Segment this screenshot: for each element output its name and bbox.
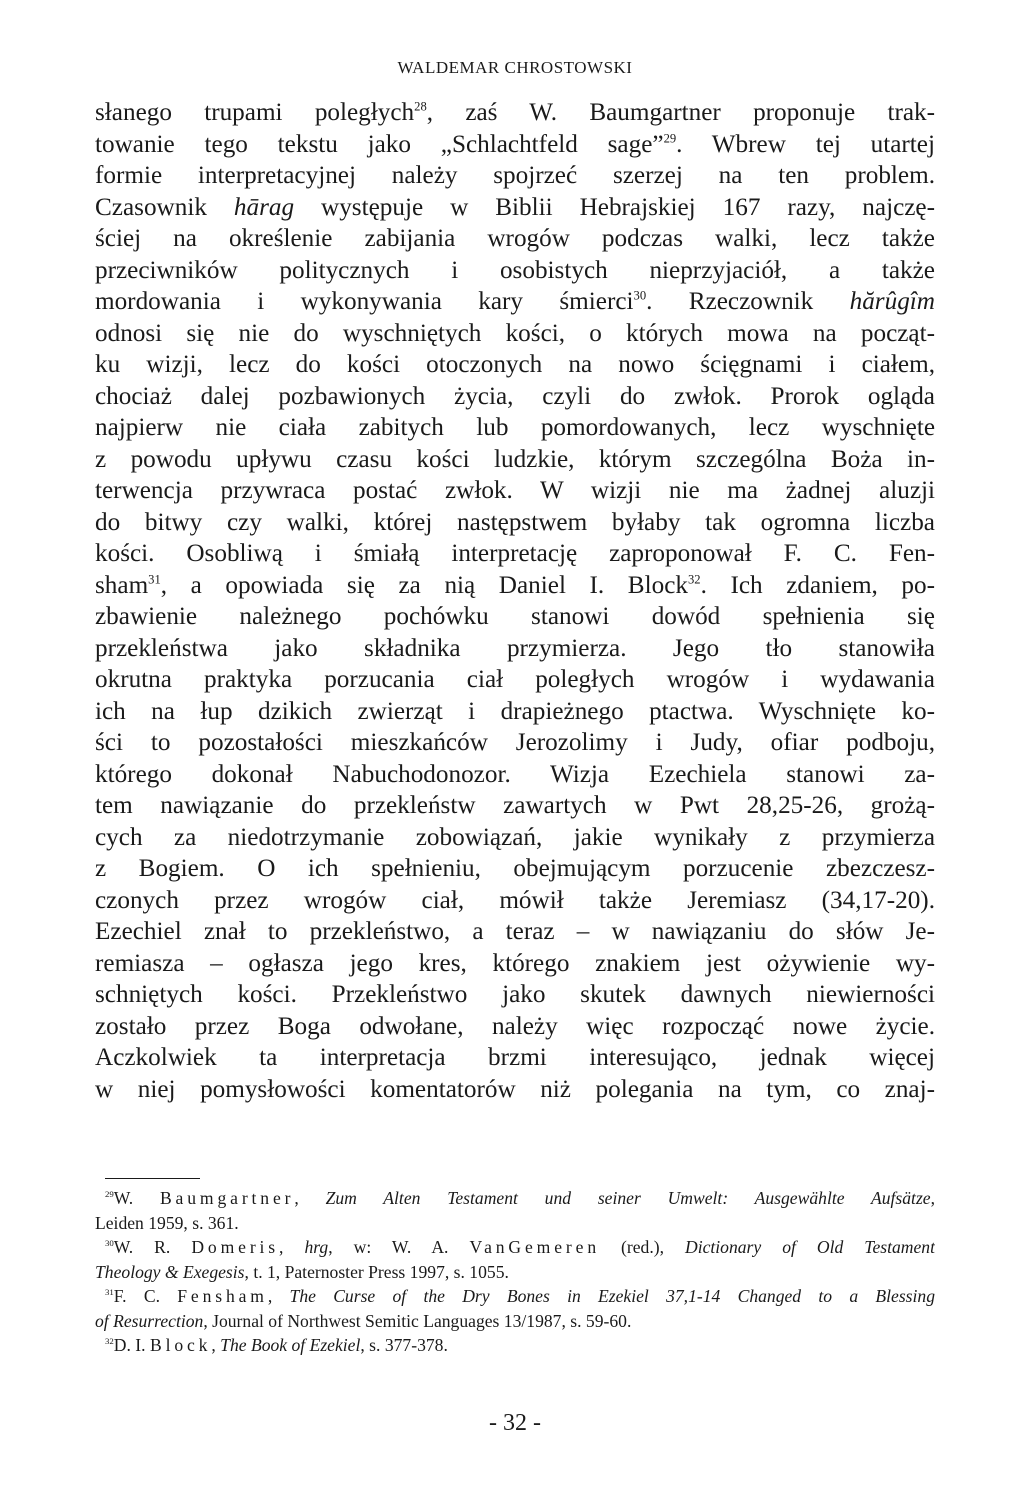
text-line: chociaż dalej pozbawionych życia, czyli do zwłok. Prorok ogląda bbox=[95, 382, 935, 410]
footnote-ref: 32 bbox=[687, 572, 701, 587]
author-name: Domeris bbox=[191, 1237, 280, 1257]
footnote-31-cont: of Resurrection, Journal of Northwest Semitic Languages 13/1987, s. 59-60. bbox=[95, 1310, 632, 1331]
text-line: zbawienie należnego pochówku stanowi dowód spełnienia się bbox=[95, 603, 935, 630]
text-line: mordowania i wykonywania kary śmierci$^{30}$. Rzeczownik hărûgîm bbox=[95, 288, 935, 315]
body-text bbox=[95, 97, 935, 1105]
editor-name: VanGemeren bbox=[469, 1237, 600, 1257]
text-line: okrutna praktyka porzucania ciał poległych wrogów i wydawania bbox=[95, 666, 935, 693]
running-head: WALDEMAR CHROSTOWSKI bbox=[397, 58, 633, 77]
text-line: z powodu upływu czasu kości ludzkie, którym szczególna Boża in- bbox=[95, 445, 935, 473]
footnote-30-cont: Theology & Exegesis, t. 1, Paternoster Press 1997, s. 1055. bbox=[95, 1261, 509, 1282]
text-line: do bitwy czy walki, której następstwem byłaby tak ogromna liczba bbox=[95, 508, 935, 536]
footnote-29-cont: Leiden 1959, s. 361. bbox=[95, 1212, 239, 1233]
author-name: Baumgartner bbox=[159, 1188, 295, 1208]
text-line: cych za niedotrzymanie zobowiązań, jakie wynikały z przymierza bbox=[95, 823, 935, 851]
text-line: z Bogiem. O ich spełnieniu, obejmującym porzucenie zbezczesz- bbox=[95, 855, 935, 882]
text-line: terwencja przywraca postać zwłok. W wizji nie ma żadnej aluzji bbox=[95, 477, 935, 504]
footnote-number: 32 bbox=[105, 1336, 114, 1347]
work-title: The Book of Ezekiel bbox=[220, 1335, 361, 1355]
footnote-number: 29 bbox=[105, 1189, 114, 1200]
text-line: przekleństwa jako składnika przymierza. Jego tło stanowiła bbox=[95, 634, 935, 662]
footnote-rule bbox=[105, 1178, 200, 1179]
footnote-32: $^{32}$D. I. Block, The Book of Ezekiel, s. 377-378. bbox=[105, 1335, 448, 1355]
text-line: ku wizji, lecz do kości otoczonych na nowo ścięgnami i ciałem, bbox=[95, 351, 935, 378]
hebrew-term: hărûgîm bbox=[849, 288, 935, 315]
work-title: Zum Alten Testament und seiner Umwelt: Ausgewählte Aufsätze bbox=[325, 1188, 931, 1208]
footnote-number: 30 bbox=[105, 1238, 114, 1249]
footnote-ref: 31 bbox=[148, 572, 161, 587]
footnote-ref: 30 bbox=[633, 288, 647, 303]
text-line: zostało przez Boga odwołane, należy więc rozpocząć nowe życie. bbox=[95, 1012, 935, 1040]
footnotes bbox=[95, 1186, 935, 1358]
text-line: czonych przez wrogów ciał, mówił także Jeremiasz (34,17-20). bbox=[95, 886, 935, 914]
footnote-31: $^{31}$F. C. Fensham, The Curse of the Dry Bones in Ezekiel 37,1-14 Changed to a Blessing bbox=[105, 1286, 935, 1306]
text-line: kości. Osobliwą i śmiałą interpretację zaproponował F. C. Fen- bbox=[95, 540, 935, 567]
text-line: Ezechiel znał to przekleństwo, a teraz – w nawiązaniu do słów Je- bbox=[95, 918, 935, 945]
text-line: najpierw nie ciała zabitych lub pomordowanych, lecz wyschnięte bbox=[95, 414, 935, 441]
text-line: remiasza – ogłasza jego kres, którego znakiem jest ożywienie wy- bbox=[95, 949, 935, 977]
text-line: słanego trupami poległych$^{28}$, zaś W. Baumgartner proponuje trak- bbox=[95, 99, 935, 126]
text-line: tem nawiązanie do przekleństw zawartych w Pwt 28,25-26, grożą- bbox=[95, 792, 935, 819]
hebrew-term: hārag bbox=[233, 193, 295, 221]
text-line: schniętych kości. Przekleństwo jako skutek dawnych niewierności bbox=[95, 981, 935, 1008]
text-line: którego dokonał Nabuchodonozor. Wizja Ezechiela stanowi za- bbox=[95, 760, 935, 788]
text-line: odnosi się nie do wyschniętych kości, o których mowa na począt- bbox=[95, 319, 935, 347]
text-line: towanie tego tekstu jako „Schlachtfeld sage”$^{29}$. Wbrew tej utartej bbox=[95, 130, 935, 158]
text-line: ich na łup dzikich zwierząt i drapieżnego ptactwa. Wyschnięte ko- bbox=[95, 697, 935, 725]
footnote-30: $^{30}$W. R. Domeris, hrg, w: W. A. VanGemeren (red.), Dictionary of Old Testament bbox=[105, 1237, 935, 1257]
book-page bbox=[95, 0, 935, 1487]
text-line: ściej na określenie zabijania wrogów podczas walki, lecz także bbox=[95, 225, 935, 252]
text-line: przeciwników politycznych i osobistych nieprzyjaciół, a także bbox=[95, 256, 935, 284]
author-name: Block bbox=[149, 1335, 212, 1355]
work-title: The Curse of the Dry Bones in Ezekiel 37,1-14 Changed to a Blessing bbox=[289, 1286, 935, 1306]
text-line: sham$^{31}$, a opowiada się za nią Daniel I. Block$^{32}$. Ich zdaniem, po- bbox=[95, 571, 935, 599]
text-line: Aczkolwiek ta interpretacja brzmi interesująco, jednak więcej bbox=[95, 1044, 935, 1071]
text-line: ści to pozostałości mieszkańców Jerozolimy i Judy, ofiar podboju, bbox=[95, 729, 935, 756]
author-name: Fensham bbox=[177, 1286, 268, 1306]
text-line: Czasownik hārag występuje w Biblii Hebrajskiej 167 razy, najczę- bbox=[95, 193, 935, 221]
footnote-29: $^{29}$W. Baumgartner, Zum Alten Testament und seiner Umwelt: Ausgewählte Aufsätze, bbox=[105, 1188, 935, 1208]
footnote-ref: 29 bbox=[663, 131, 677, 146]
footnote-ref: 28 bbox=[414, 99, 427, 114]
text-line: formie interpretacyjnej należy spojrzeć szerzej na ten problem. bbox=[95, 162, 935, 189]
work-title: Dictionary of Old Testament bbox=[684, 1237, 935, 1257]
page-number: - 32 - bbox=[489, 1410, 541, 1436]
text-line: w niej pomysłowości komentatorów niż polegania na tym, co znaj- bbox=[95, 1075, 935, 1103]
footnote-number: 31 bbox=[105, 1287, 114, 1298]
